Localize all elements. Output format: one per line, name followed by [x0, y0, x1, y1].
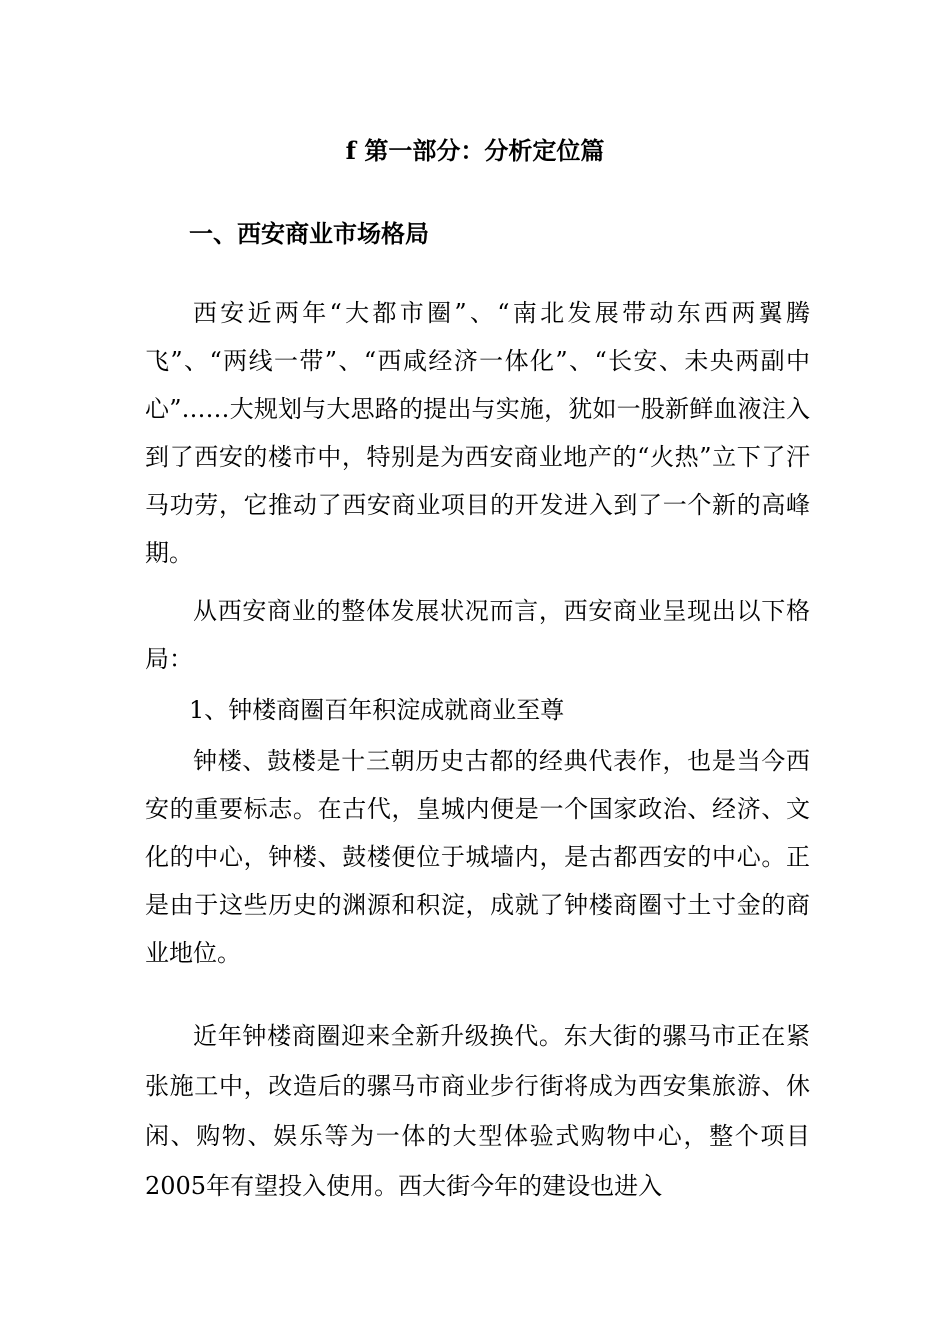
- paragraph-4: 近年钟楼商圈迎来全新升级换代。东大街的骡马市正在紧张施工中，改造后的骡马市商业步行街将成为西安集旅游、休闲、购物、娱乐等为一体的大型体验式购物中心，整个项目2005年有望投入使用。西大街今年的建设也进入: [145, 1022, 810, 1200]
- paragraph-3: 钟楼、鼓楼是十三朝历史古都的经典代表作，也是当今西安的重要标志。在古代，皇城内便是一个国家政治、经济、文化的中心，钟楼、鼓楼便位于城墙内，是古都西安的中心。正是由于这些历史的渊源和积淀，成就了钟楼商圈寸土寸金的商业地位。: [145, 747, 810, 967]
- section-heading: 一、西安商业市场格局: [189, 219, 429, 248]
- sub-heading-1: 1、钟楼商圈百年积淀成就商业至尊: [189, 696, 565, 724]
- paragraph-2: 从西安商业的整体发展状况而言，西安商业呈现出以下格局：: [145, 597, 810, 673]
- paragraph-1: 西安近两年“大都市圈”、“南北发展带动东西两翼腾飞”、“两线一带”、“西咸经济一体化”、“长安、未央两副中心”……大规划与大思路的提出与实施，犹如一股新鲜血液注入到了西安的楼市中，特别是为西安商业地产的“火热”立下了汗马功劳，它推动了西安商业项目的开发进入到了一个新的高峰期。: [145, 299, 810, 567]
- page-title: f 第一部分：分析定位篇: [345, 136, 605, 165]
